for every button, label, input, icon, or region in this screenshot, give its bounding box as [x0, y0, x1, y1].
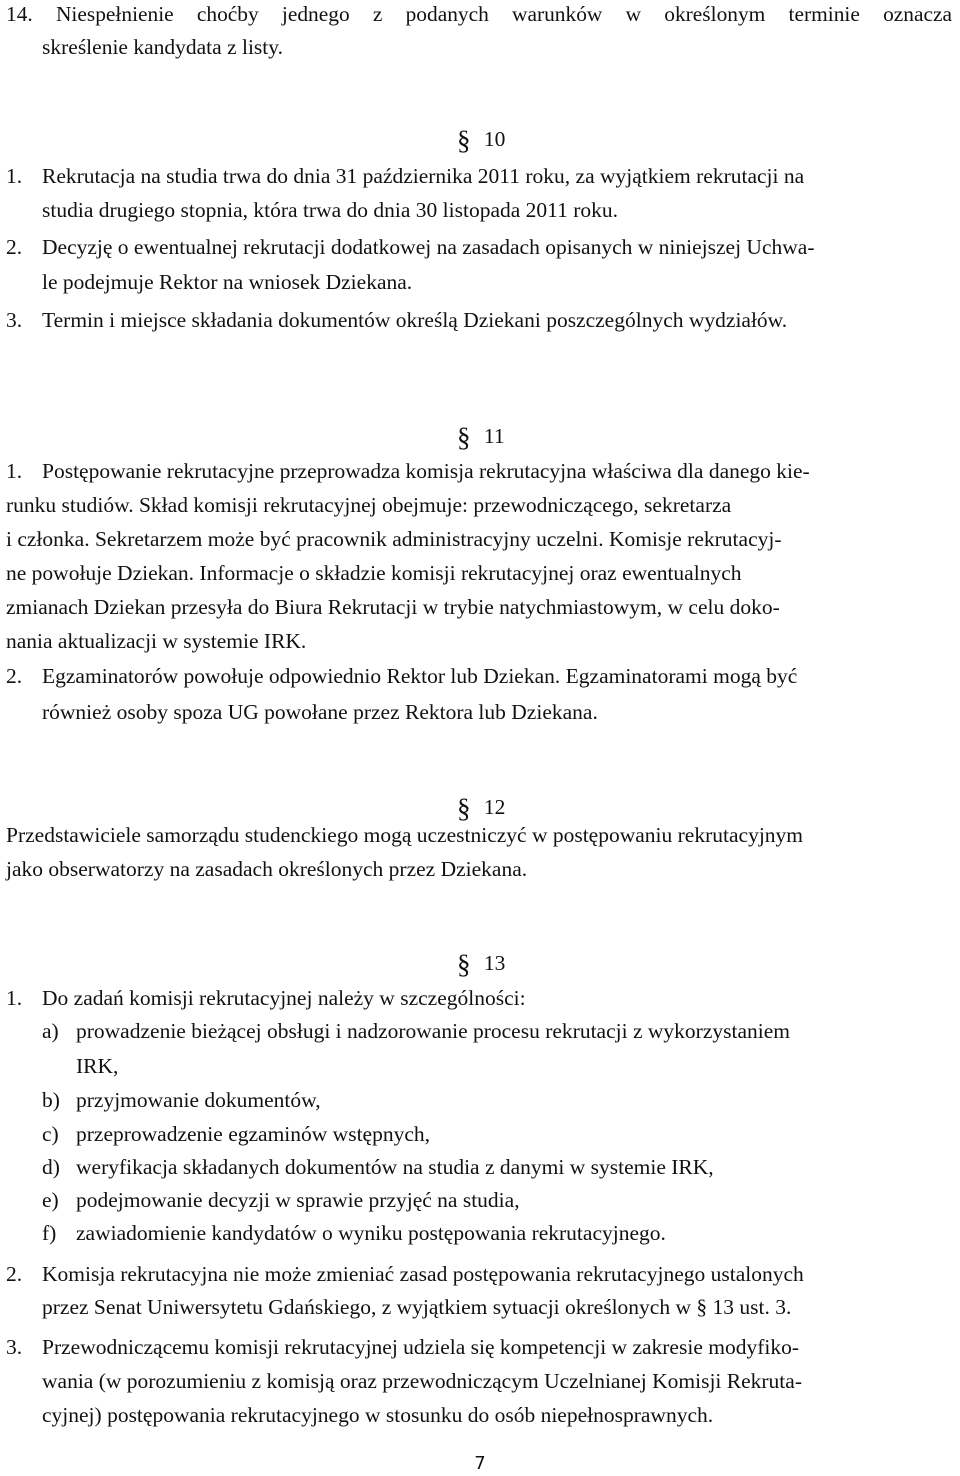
s13-subitem-f-label: f): [42, 1221, 57, 1245]
s13-subitem-e-label: e): [42, 1188, 59, 1212]
s13-subitem-e-line-1: podejmowanie decyzji w sprawie przyjęć na studia,: [76, 1188, 520, 1212]
s10-item-1-number: 1.: [6, 164, 23, 188]
s10-item-1-line-2: studia drugiego stopnia, która trwa do dnia 30 listopada 2011 roku.: [42, 198, 619, 222]
s13-subitem-a-line-1: prowadzenie bieżącej obsługi i nadzorowanie procesu rekrutacji z wykorzystaniem: [76, 1019, 790, 1043]
section-symbol: §: [457, 125, 471, 155]
section-symbol: §: [457, 422, 471, 452]
s11-item-1-number: 1.: [6, 459, 23, 483]
section-number: 11: [483, 424, 505, 448]
s13-item-3-line-2: wania (w porozumieniu z komisją oraz przewodniczącym Uczelnianej Komisji Rekruta-: [42, 1369, 802, 1393]
s11-item-1-line-4: ne powołuje Dziekan. Informacje o składzie komisji rekrutacyjnej oraz ewentualnych: [6, 561, 742, 585]
s12-line-2: jako obserwatorzy na zasadach określonych przez Dziekana.: [6, 857, 528, 881]
s11-item-1-line-2: runku studiów. Skład komisji rekrutacyjnej obejmuje: przewodniczącego, sekretarza: [6, 493, 732, 517]
s10-item-2-number: 2.: [6, 235, 23, 259]
section-13-heading: [457, 948, 506, 979]
s10-item-2-line-1: Decyzję o ewentualnej rekrutacji dodatkowej na zasadach opisanych w niniejszej Uchwa-: [42, 235, 815, 259]
s11-item-2-line-1: Egzaminatorów powołuje odpowiednio Rektor lub Dziekan. Egzaminatorami mogą być: [42, 664, 798, 688]
s13-subitem-c-line-1: przeprowadzenie egzaminów wstępnych,: [76, 1122, 431, 1146]
section-symbol: §: [457, 949, 471, 979]
s11-item-1-line-3: i członka. Sekretarzem może być pracownik administracyjny uczelni. Komisje rekrutacyj-: [6, 527, 782, 551]
s13-subitem-c-label: c): [42, 1122, 59, 1146]
s13-subitem-f-line-1: zawiadomienie kandydatów o wyniku postępowania rekrutacyjnego.: [76, 1221, 666, 1245]
s13-item-1-line-1: Do zadań komisji rekrutacyjnej należy w szczególności:: [42, 986, 526, 1010]
section-12-heading: [457, 792, 506, 823]
section-number: 12: [483, 795, 506, 819]
section-number: 10: [483, 127, 506, 151]
section-11-heading: [457, 421, 505, 452]
s10-item-2-line-2: le podejmuje Rektor na wniosek Dziekana.: [42, 270, 413, 294]
s11-item-1-line-1: Postępowanie rekrutacyjne przeprowadza komisja rekrutacyjna właściwa dla danego kie-: [42, 459, 810, 483]
s13-subitem-d-line-1: weryfikacja składanych dokumentów na studia z danymi w systemie IRK,: [76, 1155, 714, 1179]
paragraph-14-line-2: skreślenie kandydata z listy.: [42, 35, 284, 59]
s13-subitem-b-label: b): [42, 1088, 60, 1112]
section-10-heading: [457, 124, 506, 155]
s13-item-1-number: 1.: [6, 986, 23, 1010]
s11-item-1-line-6: nania aktualizacji w systemie IRK.: [6, 629, 307, 653]
s13-item-2-line-2: przez Senat Uniwersytetu Gdańskiego, z wyjątkiem sytuacji określonych w § 13 ust. 3.: [42, 1295, 792, 1319]
s11-item-2-number: 2.: [6, 664, 23, 688]
s10-item-3-number: 3.: [6, 308, 23, 332]
s10-item-1-line-1: Rekrutacja na studia trwa do dnia 31 października 2011 roku, za wyjątkiem rekrutacji na: [42, 164, 805, 188]
s13-item-2-line-1: Komisja rekrutacyjna nie może zmieniać zasad postępowania rekrutacyjnego ustalonych: [42, 1262, 804, 1286]
s10-item-3-line-1: Termin i miejsce składania dokumentów określą Dziekani poszczególnych wydziałów.: [42, 308, 788, 332]
s12-line-1: Przedstawiciele samorządu studenckiego mogą uczestniczyć w postępowaniu rekrutacyjnym: [6, 823, 804, 847]
paragraph-14-line-1: 14. Niespełnienie choćby jednego z podanych warunków w określonym terminie oznacza: [6, 2, 953, 26]
s13-item-2-number: 2.: [6, 1262, 23, 1286]
s13-item-3-number: 3.: [6, 1335, 23, 1359]
s13-subitem-a-label: a): [42, 1019, 59, 1043]
s11-item-1-line-5: zmianach Dziekan przesyła do Biura Rekrutacji w trybie natychmiastowym, w celu doko-: [6, 595, 780, 619]
section-number: 13: [483, 951, 506, 975]
s13-subitem-d-label: d): [42, 1155, 60, 1179]
page-number: 7: [474, 1453, 486, 1474]
s13-subitem-a-line-2: IRK,: [76, 1054, 119, 1078]
s11-item-2-line-2: również osoby spoza UG powołane przez Rektora lub Dziekana.: [42, 700, 598, 724]
s13-subitem-b-line-1: przyjmowanie dokumentów,: [76, 1088, 321, 1112]
s13-item-3-line-3: cyjnej) postępowania rekrutacyjnego w stosunku do osób niepełnosprawnych.: [42, 1403, 714, 1427]
section-symbol: §: [457, 793, 471, 823]
s13-item-3-line-1: Przewodniczącemu komisji rekrutacyjnej udziela się kompetencji w zakresie modyfiko-: [42, 1335, 800, 1359]
